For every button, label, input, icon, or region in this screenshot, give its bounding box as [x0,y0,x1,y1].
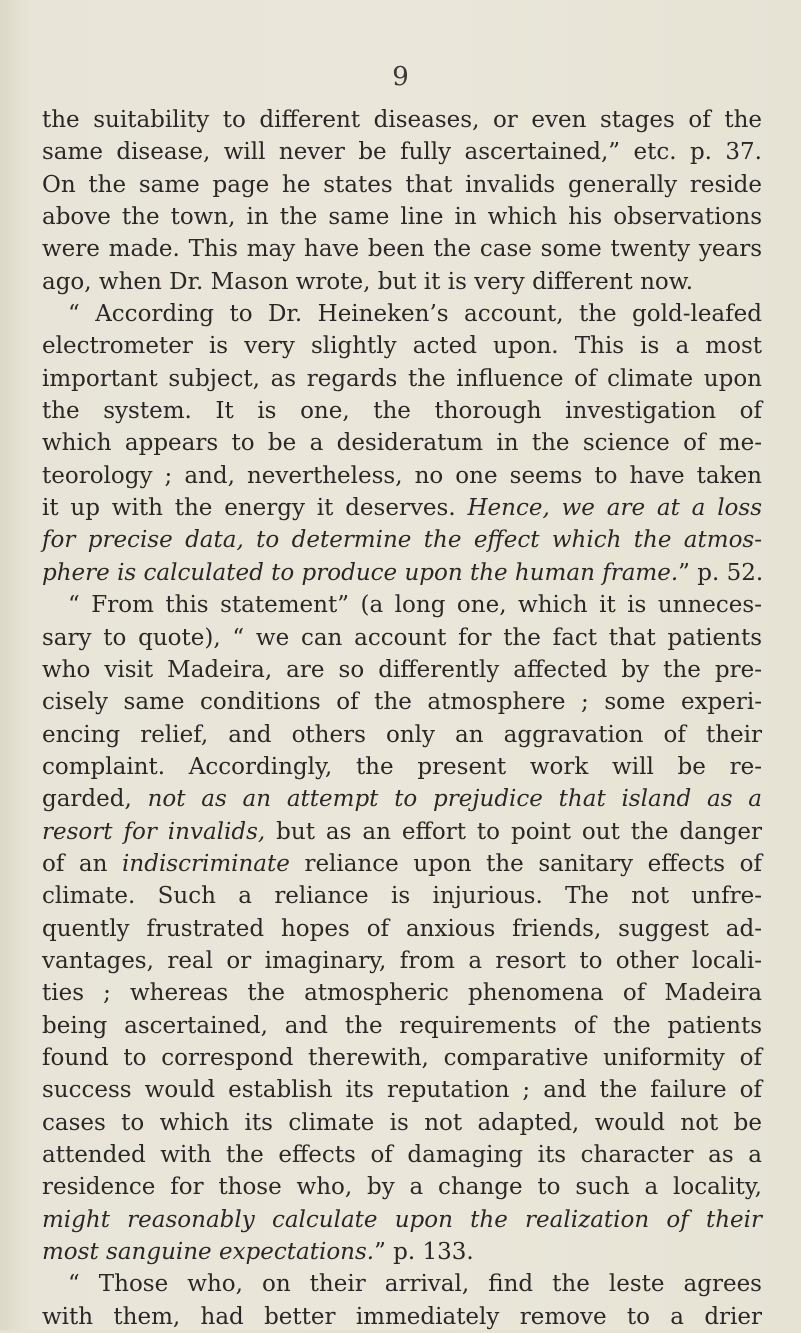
text-segment: garded, [42,786,148,813]
text-line [42,622,762,654]
text-line [42,1204,762,1236]
text-segment: above the town, in the same line in which his observations [42,204,762,231]
text-segment: ” p. 52. [678,559,764,586]
text-segment: who visit Madeira, are so differently affected by the pre- [42,656,762,683]
text-segment: sary to quote), “ we can account for the fact that patients [42,624,762,651]
text-segment: vantages, real or imaginary, from a resort to other locali- [42,947,762,974]
text-line [42,104,762,136]
italic-text-segment: for precise data, to determine the effect which the atmos- [42,527,762,554]
italic-text-segment: might reasonably calculate upon the realization of their [42,1206,762,1233]
text-line [42,298,762,330]
text-line [42,136,762,168]
text-line [42,977,762,1009]
text-segment: but as an effort to point out the danger [265,818,762,845]
italic-text-segment: resort for invalids, [42,818,266,845]
text-line [42,848,762,880]
page-number: 9 [392,62,409,92]
text-line [42,1042,762,1074]
text-line [42,1074,762,1106]
text-segment: climate. Such a reliance is injurious. The not unfre- [42,883,762,910]
text-line [42,460,762,492]
text-line [42,330,762,362]
text-line [42,1107,762,1139]
text-line [42,201,762,233]
text-segment: teorology ; and, nevertheless, no one seems to have taken [42,462,762,489]
text-line [42,492,762,524]
text-line [42,557,762,589]
text-line [42,1268,762,1300]
text-line [42,913,762,945]
text-segment: important subject, as regards the influence of climate upon [42,365,762,392]
text-segment: of an [42,850,123,877]
text-segment: being ascertained, and the requirements of the patients [42,1012,762,1039]
text-line [42,363,762,395]
text-segment: the system. It is one, the thorough investigation of [42,398,762,425]
text-line [42,1010,762,1042]
text-segment: with them, had better immediately remove to a drier [42,1303,762,1330]
text-line [42,719,762,751]
text-line [42,751,762,783]
text-segment: cisely same conditions of the atmosphere ; some experi- [42,689,762,716]
text-line [42,233,762,265]
text-line [42,1236,762,1268]
text-line [42,945,762,977]
text-line [42,654,762,686]
text-line [42,395,762,427]
text-line [42,1301,762,1333]
text-line [42,589,762,621]
italic-text-segment: most sanguine expectations. [42,1239,375,1266]
text-segment: “ Those who, on their arrival, find the leste agrees [68,1271,762,1298]
text-segment: attended with the effects of damaging its character as a [42,1142,762,1168]
text-segment: encing relief, and others only an aggravation of their [42,721,762,748]
text-line [42,1139,762,1171]
text-segment: found to correspond therewith, comparative uniformity of [42,1044,762,1071]
text-segment: quently frustrated hopes of anxious friends, suggest ad- [42,915,762,942]
italic-text-segment: indiscriminate [122,850,290,877]
italic-text-segment: not as an attempt to prejudice that island as a [147,786,762,813]
text-segment: ” p. 133. [374,1239,474,1266]
italic-text-segment: Hence, we are at a loss [467,495,763,522]
text-segment: success would establish its reputation ; and the failure of [42,1077,762,1104]
body-text [42,104,762,1333]
text-segment: it up with the energy it deserves. [42,495,468,522]
text-segment: electrometer is very slightly acted upon. This is a most [42,333,762,360]
text-line [42,524,762,556]
italic-text-segment: phere is calculated to produce upon the human frame. [42,559,679,586]
text-line [42,686,762,718]
text-line [42,266,762,298]
text-segment: which appears to be a desideratum in the science of me- [42,430,762,457]
text-segment: “ According to Dr. Heineken’s account, the gold-leafed [68,301,762,328]
text-segment: ties ; whereas the atmospheric phenomena of Madeira [42,980,762,1007]
text-line [42,880,762,912]
text-segment: cases to which its climate is not adapted, would not be [42,1109,762,1136]
text-segment: were made. This may have been the case some twenty years [42,236,762,263]
text-segment: ago, when Dr. Mason wrote, but it is very different now. [42,268,694,295]
text-line [42,783,762,815]
text-line [42,816,762,848]
text-segment: On the same page he states that invalids generally reside [42,171,762,198]
text-line [42,427,762,459]
text-segment: the suitability to different diseases, or even stages of the [42,107,762,133]
text-line [42,169,762,201]
text-segment: “ From this statement” (a long one, which it is unneces- [68,592,762,619]
text-segment: residence for those who, by a change to such a locality, [42,1174,762,1201]
text-segment: same disease, will never be fully ascertained,” etc. p. 37. [42,139,762,166]
text-line [42,1171,762,1203]
text-segment: reliance upon the sanitary effects of [289,850,763,877]
text-segment: complaint. Accordingly, the present work will be re- [42,753,762,780]
